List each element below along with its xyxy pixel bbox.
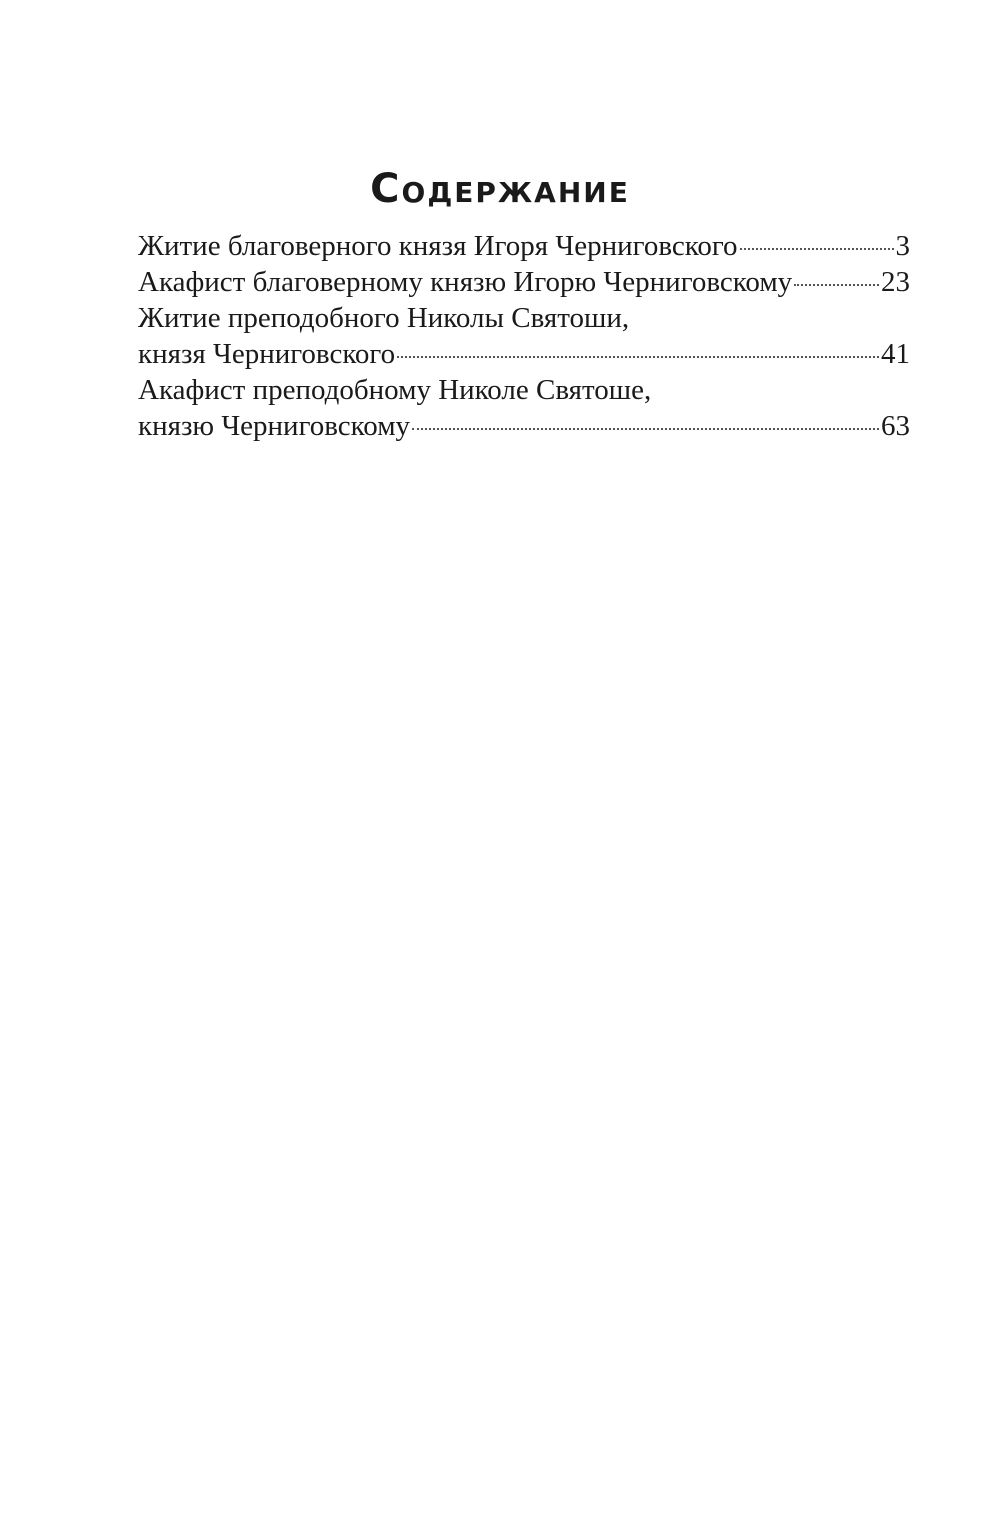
toc-entry-line: [138, 264, 910, 300]
page-title: Содержание: [370, 166, 630, 212]
toc-entry-title-line1: Житие преподобного Николы Святоши,: [138, 302, 630, 334]
toc-entry-title-line2: князя Черниговского: [138, 338, 396, 370]
table-of-contents: [138, 228, 910, 444]
toc-page-number: 3: [895, 230, 910, 262]
toc-entry-line: [138, 336, 910, 372]
toc-entry[interactable]: [138, 228, 910, 264]
dot-leader: [412, 428, 879, 430]
toc-page-number: 63: [881, 410, 910, 442]
toc-entry-line: [138, 408, 910, 444]
dot-leader: [740, 248, 894, 250]
toc-entry[interactable]: [138, 372, 910, 444]
dot-leader: [794, 284, 879, 286]
toc-entry[interactable]: [138, 300, 910, 372]
toc-entry[interactable]: [138, 264, 910, 300]
toc-page-number: 23: [881, 266, 910, 298]
toc-entry-title: Житие благоверного князя Игоря Черниговского: [138, 230, 738, 262]
toc-entry-title: Акафист благоверному князю Игорю Черниговскому: [138, 266, 793, 298]
dot-leader: [397, 356, 879, 358]
toc-entry-line: [138, 228, 910, 264]
toc-entry-title-line1: Акафист преподобному Николе Святоше,: [138, 374, 652, 406]
toc-page-number: 41: [881, 338, 910, 370]
toc-entry-title-line2: князю Черниговскому: [138, 410, 411, 442]
